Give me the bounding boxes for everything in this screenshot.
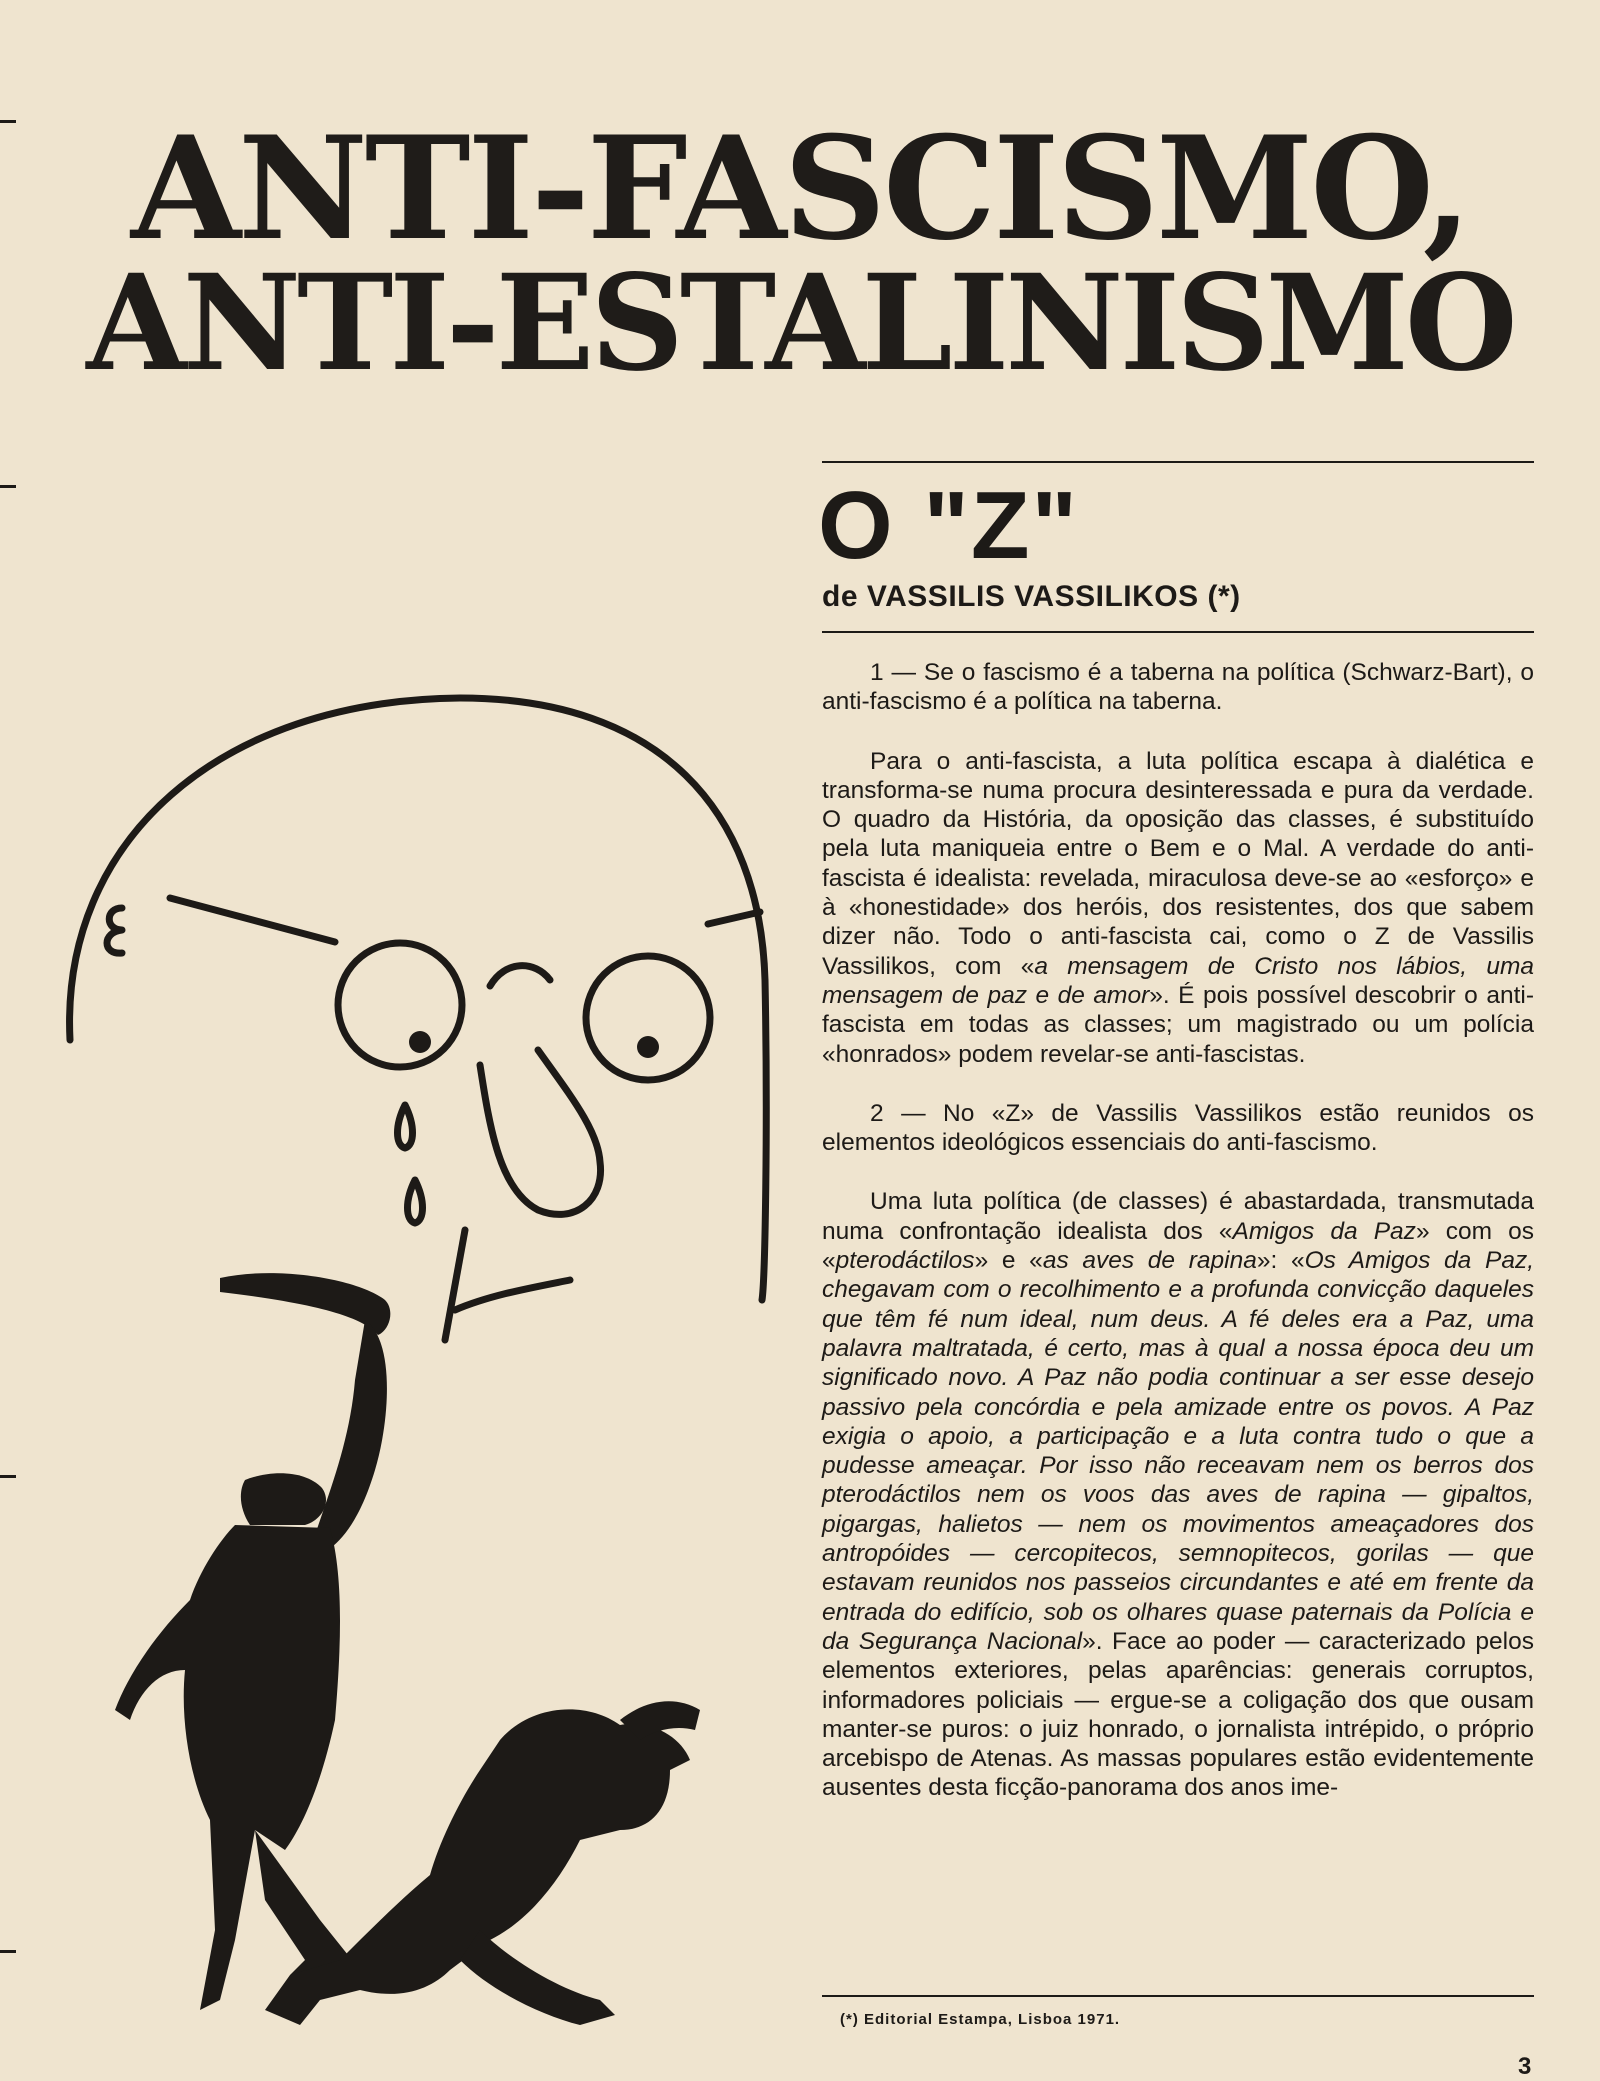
left-brow — [170, 898, 335, 942]
binding-mark — [0, 1950, 16, 1953]
neck-line — [445, 1230, 465, 1340]
mouth — [455, 1280, 570, 1310]
book-author: de VASSILIS VASSILIKOS (*) — [822, 580, 1241, 613]
page-number: 3 — [1518, 2053, 1532, 2080]
police-silhouettes — [115, 1031, 700, 2025]
crying-face-illustration — [60, 680, 800, 2040]
nose — [480, 1050, 601, 1214]
paragraph-1: 1 — Se o fascismo é a taberna na política (Schwarz-Bart), o anti-fascismo é a política na taberna. — [822, 659, 1534, 716]
binding-mark — [0, 485, 16, 488]
binding-mark — [0, 1475, 16, 1478]
author-rule — [822, 631, 1534, 633]
paragraph-4: Uma luta política (de classes) é abastardada, transmutada numa confrontação idealista dos «Amigos da Paz» com os «pterodáctilos» e «as aves de rapina»: «Os Amigos da Paz, chegavam com o recolhimento e a profunda convicção daqueles que têm fé num ideal, num deus. A fé deles era a Paz, uma palavra maltratada, é certo, mas à qual a nossa época deu um significado novo. A Paz não podia continuar a ser esse desejo passivo pela concórdia e pela amizade entre os povos. A Paz exigia o apoio, a participação e a luta contra tudo o que a pudesse ameaçar. Por isso não receavam nem os berros dos pterodáctilos nem os voos das aves de rapina — gipaltos, pigargas, halietos — nem os movimentos ameaçadores dos antropóides — cercopitecos, semnopitecos, gorilas — que estavam reunidos nos passeios circundantes e até em frente da entrada do edifício, sob os olhares quase paternais da Polícia e da Segurança Nacional». Face ao poder — caracterizado pelos elementos exteriores, pelas aparências: generais corruptos, informadores policiais — ergue-se a coligação dos que ousam manter-se puros: o juiz honrado, o jornalista intrépido, o próprio arcebispo de Atenas. As massas populares estão evidentemente ausentes desta ficção-panorama dos anos ime- — [822, 1188, 1535, 1802]
eye-bridge — [490, 966, 550, 986]
left-eye — [338, 943, 462, 1067]
head-outline — [70, 698, 767, 1300]
paragraph-3: 2 — No «Z» de Vassilis Vassilikos estão reunidos os elementos ideológicos essenciais do anti-fascismo. — [822, 1099, 1534, 1157]
tear — [408, 1180, 423, 1223]
right-brow — [708, 912, 760, 924]
headline-line-1: ANTI-FASCISMO, — [130, 106, 1470, 272]
ear — [107, 908, 122, 953]
paragraph-2: Para o anti-fascista, a luta política escapa à dialética e transforma-se numa procura desinteressada e pura da verdade. O quadro da História, da oposição das classes, é substituído pela luta maniqueia entre o Bem e o Mal. A verdade do anti-fascista é idealista: revelada, miraculosa deve-se ao «esforço» e à «honestidade» dos heróis, dos resistentes, dos que sabem dizer não. Todo o anti-fascista cai, como o Z de Vassilis Vassilikos, com «a mensagem de Cristo nos lábios, uma mensagem de paz e de amor». É pois possível descobrir o anti-fascista em todas as classes; um magistrado ou um polícia «honrados» podem revelar-se anti-fascistas. — [822, 747, 1534, 1068]
footnote-rule — [822, 1995, 1534, 1997]
binding-mark — [0, 120, 16, 123]
footnote: (*) Editorial Estampa, Lisboa 1971. — [840, 2011, 1121, 2028]
article-body — [822, 658, 1534, 1803]
tear — [398, 1105, 413, 1148]
headline-line-2: ANTI-ESTALINISMO — [86, 246, 1514, 401]
top-rule — [822, 461, 1534, 463]
right-eye — [586, 956, 710, 1080]
book-title: O "Z" — [818, 472, 1080, 579]
